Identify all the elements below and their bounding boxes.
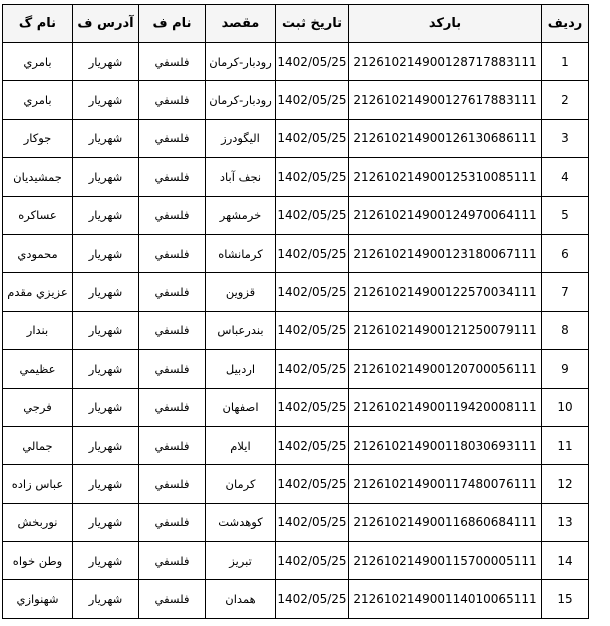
cell-sender-address: شهريار xyxy=(73,81,139,119)
cell-date: 1402/05/25 xyxy=(276,43,349,81)
cell-barcode: 212610214900115700005111 xyxy=(349,542,542,580)
table-row xyxy=(3,503,589,541)
table-row xyxy=(3,234,589,272)
table-row xyxy=(3,350,589,388)
cell-barcode: 212610214900117480076111 xyxy=(349,465,542,503)
cell-date: 1402/05/25 xyxy=(276,273,349,311)
cell-sender-name: فلسفي xyxy=(139,81,206,119)
table-row xyxy=(3,43,589,81)
cell-date: 1402/05/25 xyxy=(276,388,349,426)
cell-index: 12 xyxy=(542,465,589,503)
cell-date: 1402/05/25 xyxy=(276,465,349,503)
cell-sender-name: فلسفي xyxy=(139,196,206,234)
cell-destination: کرمانشاه xyxy=(206,234,276,272)
header-row xyxy=(3,5,589,43)
table-row xyxy=(3,311,589,349)
cell-index: 10 xyxy=(542,388,589,426)
shipment-table xyxy=(2,4,589,619)
cell-barcode: 212610214900118030693111 xyxy=(349,426,542,464)
cell-receiver-name: جوکار xyxy=(3,119,73,157)
cell-date: 1402/05/25 xyxy=(276,426,349,464)
cell-sender-address: شهريار xyxy=(73,234,139,272)
cell-sender-address: شهريار xyxy=(73,542,139,580)
cell-barcode: 212610214900125310085111 xyxy=(349,158,542,196)
cell-receiver-name: جمشيديان xyxy=(3,158,73,196)
header-index: ردیف xyxy=(542,5,589,43)
cell-sender-address: شهريار xyxy=(73,311,139,349)
table-row xyxy=(3,388,589,426)
cell-receiver-name: عظيمي xyxy=(3,350,73,388)
cell-date: 1402/05/25 xyxy=(276,542,349,580)
header-receiver-name: نام گ xyxy=(3,5,73,43)
cell-receiver-name: وطن خواه xyxy=(3,542,73,580)
cell-index: 7 xyxy=(542,273,589,311)
cell-barcode: 212610214900114010065111 xyxy=(349,580,542,618)
cell-index: 2 xyxy=(542,81,589,119)
table-row xyxy=(3,580,589,618)
cell-destination: کرمان xyxy=(206,465,276,503)
cell-date: 1402/05/25 xyxy=(276,196,349,234)
header-barcode: بارکد xyxy=(349,5,542,43)
cell-date: 1402/05/25 xyxy=(276,503,349,541)
cell-index: 8 xyxy=(542,311,589,349)
cell-date: 1402/05/25 xyxy=(276,81,349,119)
cell-destination: همدان xyxy=(206,580,276,618)
shipment-table-container xyxy=(2,4,589,619)
cell-destination: رودبار-کرمان xyxy=(206,81,276,119)
cell-date: 1402/05/25 xyxy=(276,311,349,349)
cell-destination: قزوين xyxy=(206,273,276,311)
table-row xyxy=(3,273,589,311)
cell-date: 1402/05/25 xyxy=(276,350,349,388)
cell-destination: اصفهان xyxy=(206,388,276,426)
cell-destination: اردبيل xyxy=(206,350,276,388)
cell-index: 9 xyxy=(542,350,589,388)
cell-receiver-name: بامري xyxy=(3,43,73,81)
cell-destination: خرمشهر xyxy=(206,196,276,234)
cell-barcode: 212610214900124970064111 xyxy=(349,196,542,234)
cell-sender-name: فلسفي xyxy=(139,542,206,580)
cell-index: 11 xyxy=(542,426,589,464)
cell-index: 1 xyxy=(542,43,589,81)
cell-sender-name: فلسفي xyxy=(139,43,206,81)
cell-index: 14 xyxy=(542,542,589,580)
cell-date: 1402/05/25 xyxy=(276,234,349,272)
cell-index: 5 xyxy=(542,196,589,234)
cell-index: 15 xyxy=(542,580,589,618)
cell-receiver-name: جمالي xyxy=(3,426,73,464)
table-row xyxy=(3,542,589,580)
cell-sender-address: شهريار xyxy=(73,426,139,464)
cell-receiver-name: نوربخش xyxy=(3,503,73,541)
cell-receiver-name: شهنوازي xyxy=(3,580,73,618)
cell-sender-name: فلسفي xyxy=(139,273,206,311)
header-sender-address: آدرس ف xyxy=(73,5,139,43)
cell-barcode: 212610214900116860684111 xyxy=(349,503,542,541)
cell-sender-name: فلسفي xyxy=(139,119,206,157)
cell-sender-name: فلسفي xyxy=(139,426,206,464)
table-row xyxy=(3,158,589,196)
table-row xyxy=(3,119,589,157)
cell-index: 13 xyxy=(542,503,589,541)
header-destination: مقصد xyxy=(206,5,276,43)
table-body xyxy=(3,43,589,619)
table-row xyxy=(3,81,589,119)
cell-barcode: 212610214900120700056111 xyxy=(349,350,542,388)
cell-sender-name: فلسفي xyxy=(139,311,206,349)
cell-date: 1402/05/25 xyxy=(276,580,349,618)
cell-barcode: 212610214900122570034111 xyxy=(349,273,542,311)
cell-index: 4 xyxy=(542,158,589,196)
cell-sender-address: شهريار xyxy=(73,158,139,196)
cell-sender-address: شهريار xyxy=(73,350,139,388)
cell-receiver-name: محمودي xyxy=(3,234,73,272)
cell-index: 6 xyxy=(542,234,589,272)
cell-sender-name: فلسفي xyxy=(139,158,206,196)
table-row xyxy=(3,426,589,464)
cell-destination: تبريز xyxy=(206,542,276,580)
cell-destination: بندرعباس xyxy=(206,311,276,349)
cell-sender-address: شهريار xyxy=(73,196,139,234)
cell-receiver-name: عباس زاده xyxy=(3,465,73,503)
table-row xyxy=(3,465,589,503)
cell-sender-address: شهريار xyxy=(73,43,139,81)
cell-barcode: 212610214900121250079111 xyxy=(349,311,542,349)
cell-receiver-name: بندار xyxy=(3,311,73,349)
cell-sender-address: شهريار xyxy=(73,388,139,426)
cell-destination: نجف آباد xyxy=(206,158,276,196)
cell-sender-address: شهريار xyxy=(73,503,139,541)
table-row xyxy=(3,196,589,234)
cell-receiver-name: بامري xyxy=(3,81,73,119)
cell-destination: ايلام xyxy=(206,426,276,464)
cell-destination: رودبار-کرمان xyxy=(206,43,276,81)
cell-sender-address: شهريار xyxy=(73,580,139,618)
cell-sender-name: فلسفي xyxy=(139,503,206,541)
cell-destination: اليگودرز xyxy=(206,119,276,157)
cell-date: 1402/05/25 xyxy=(276,158,349,196)
cell-receiver-name: فرجي xyxy=(3,388,73,426)
cell-sender-name: فلسفي xyxy=(139,350,206,388)
cell-sender-address: شهريار xyxy=(73,119,139,157)
cell-sender-name: فلسفي xyxy=(139,388,206,426)
cell-barcode: 212610214900126130686111 xyxy=(349,119,542,157)
cell-barcode: 212610214900127617883111 xyxy=(349,81,542,119)
cell-sender-address: شهريار xyxy=(73,465,139,503)
cell-index: 3 xyxy=(542,119,589,157)
cell-sender-name: فلسفي xyxy=(139,580,206,618)
cell-destination: کوهدشت xyxy=(206,503,276,541)
cell-sender-name: فلسفي xyxy=(139,234,206,272)
cell-receiver-name: عساکره xyxy=(3,196,73,234)
cell-barcode: 212610214900119420008111 xyxy=(349,388,542,426)
cell-sender-name: فلسفي xyxy=(139,465,206,503)
header-date: تاریخ ثبت xyxy=(276,5,349,43)
cell-receiver-name: عزيزي مقدم xyxy=(3,273,73,311)
header-sender-name: نام ف xyxy=(139,5,206,43)
cell-sender-address: شهريار xyxy=(73,273,139,311)
cell-barcode: 212610214900128717883111 xyxy=(349,43,542,81)
cell-barcode: 212610214900123180067111 xyxy=(349,234,542,272)
cell-date: 1402/05/25 xyxy=(276,119,349,157)
